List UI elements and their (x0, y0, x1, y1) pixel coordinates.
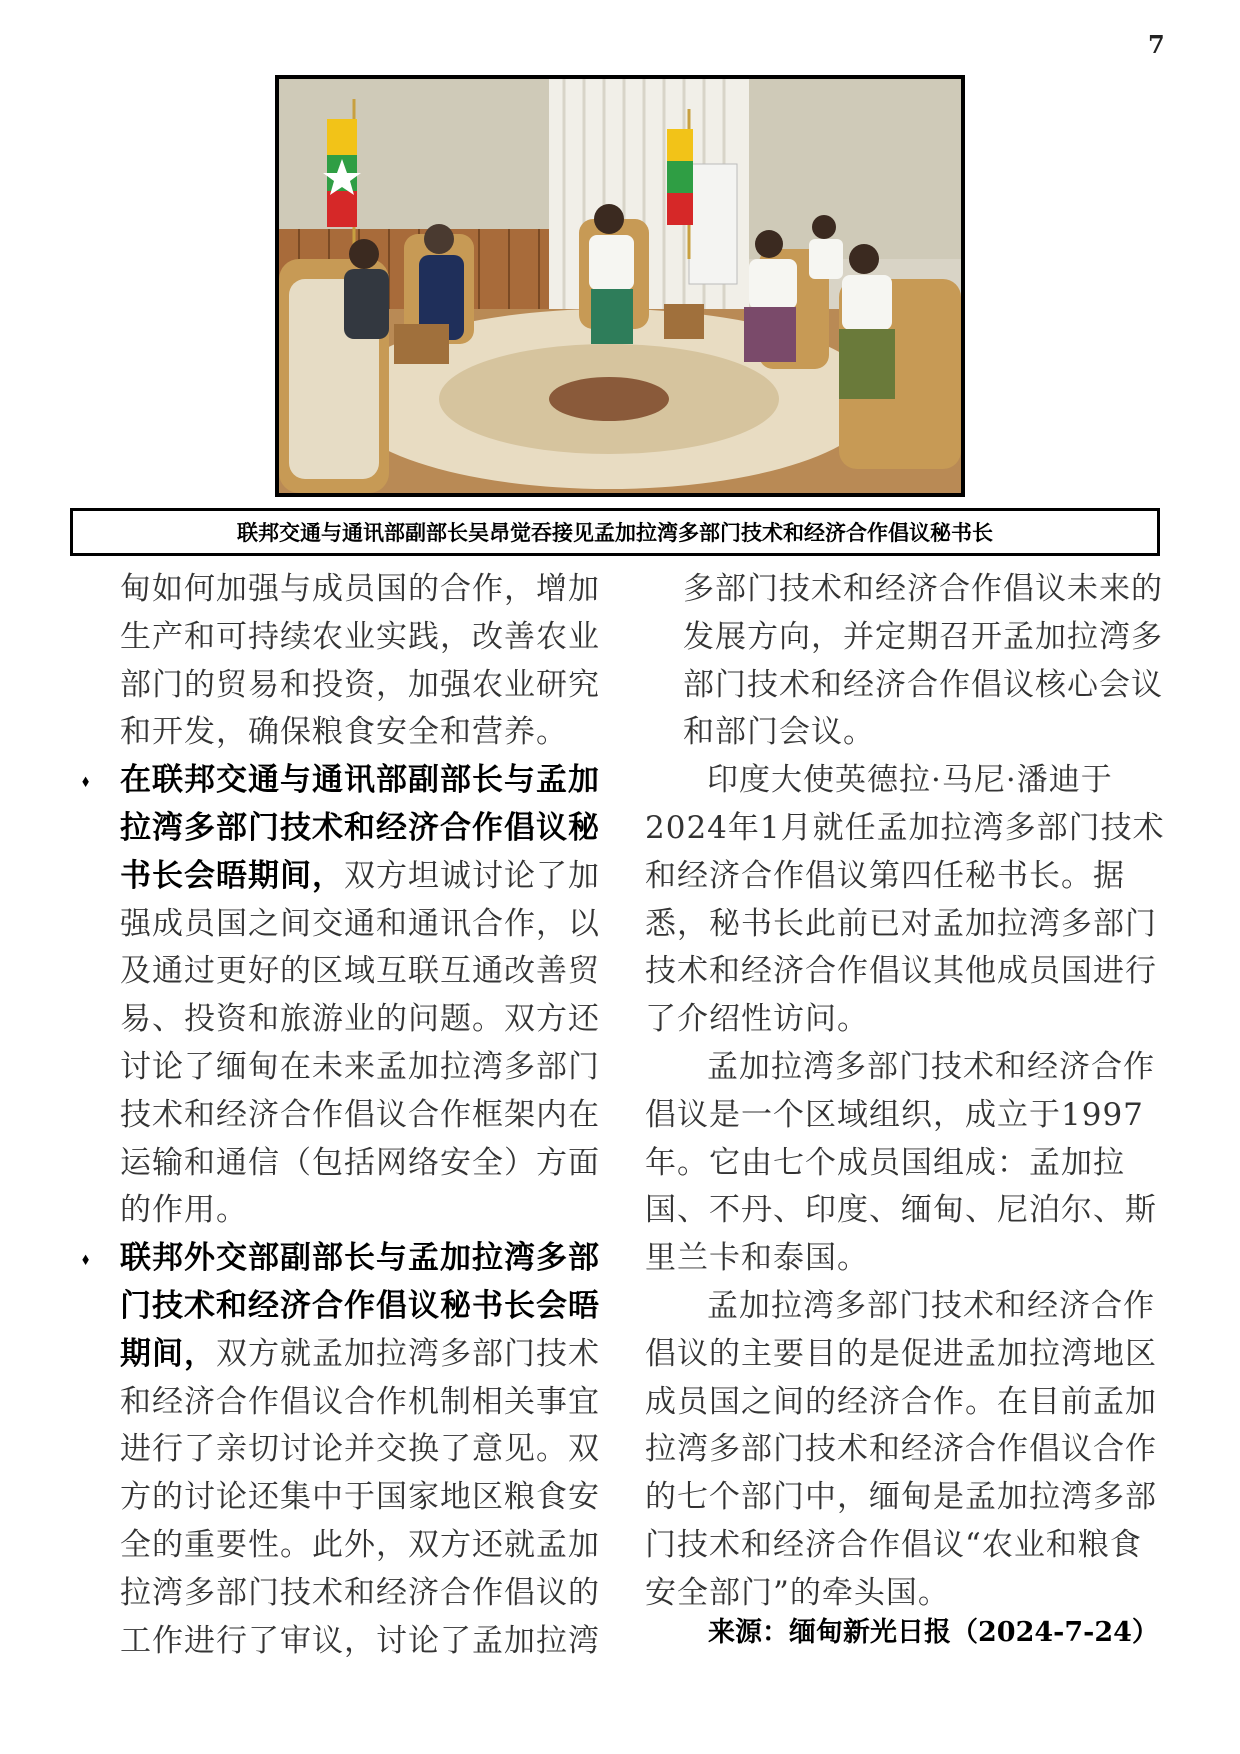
bullet-text: 双方就孟加拉湾多部门技术和经济合作倡议合作机制相关事宜进行了亲切讨论并交换了意见。双方的讨论还集中于国家地区粮食安全的重要性。此外，双方还就孟加拉湾多部门技术和经济合作倡议的工作进行了审议，讨论了孟加拉湾 (120, 1335, 600, 1659)
diamond-bullet-icon: ⬧ (82, 771, 91, 791)
left-column (82, 566, 610, 1665)
bullet-text: 双方坦诚讨论了加强成员国之间交通和通讯合作，以及通过更好的区域互联互通改善贸易、投资和旅游业的问题。双方还讨论了缅甸在未来孟加拉湾多部门技术和经济合作倡议合作框架内在运输和通信（包括网络安全）方面的作用。 (120, 857, 600, 1229)
bullet-item (82, 1235, 610, 1665)
source-attribution: 来源：缅甸新光日报（2024-7-24） (708, 1617, 1159, 1648)
body-paragraph: 孟加拉湾多部门技术和经济合作倡议的主要目的是促进孟加拉湾地区成员国之间的经济合作。在目前孟加拉湾多部门技术和经济合作倡议合作的七个部门中，缅甸是孟加拉湾多部门技术和经济合作倡议“农业和粮食安全部门”的牵头国。 (645, 1287, 1157, 1611)
diamond-bullet-icon: ⬧ (82, 1249, 91, 1269)
meeting-photo (275, 75, 965, 497)
continuation-paragraph: 多部门技术和经济合作倡议未来的发展方向，并定期召开孟加拉湾多部门技术和经济合作倡议核心会议和部门会议。 (683, 571, 1163, 751)
body-paragraph: 印度大使英德拉·马尼·潘迪于2024年1月就任孟加拉湾多部门技术和经济合作倡议第四任秘书长。据悉，秘书长此前已对孟加拉湾多部门技术和经济合作倡议其他成员国进行了介绍性访问。 (645, 762, 1165, 1038)
photo-caption: 联邦交通与通讯部副部长吴昂觉吞接见孟加拉湾多部门技术和经济合作倡议秘书长 (70, 508, 1160, 556)
bullet-lead-in: 联邦外交部副部长与孟加拉湾多部门技术和经济合作倡议秘书长会晤期间， (120, 1240, 600, 1372)
intro-paragraph: 甸如何加强与成员国的合作，增加生产和可持续农业实践，改善农业部门的贸易和投资，加强农业研究和开发，确保粮食安全和营养。 (120, 571, 600, 751)
meeting-photo-illustration (279, 79, 961, 493)
page-number: 7 (1148, 30, 1165, 59)
right-column (645, 566, 1170, 1618)
bullet-lead-in: 在联邦交通与通讯部副部长与孟加拉湾多部门技术和经济合作倡议秘书长会晤期间， (120, 762, 600, 894)
bullet-item (82, 757, 610, 1235)
body-paragraph: 孟加拉湾多部门技术和经济合作倡议是一个区域组织，成立于1997年。它由七个成员国组成：孟加拉国、不丹、印度、缅甸、尼泊尔、斯里兰卡和泰国。 (645, 1048, 1157, 1277)
